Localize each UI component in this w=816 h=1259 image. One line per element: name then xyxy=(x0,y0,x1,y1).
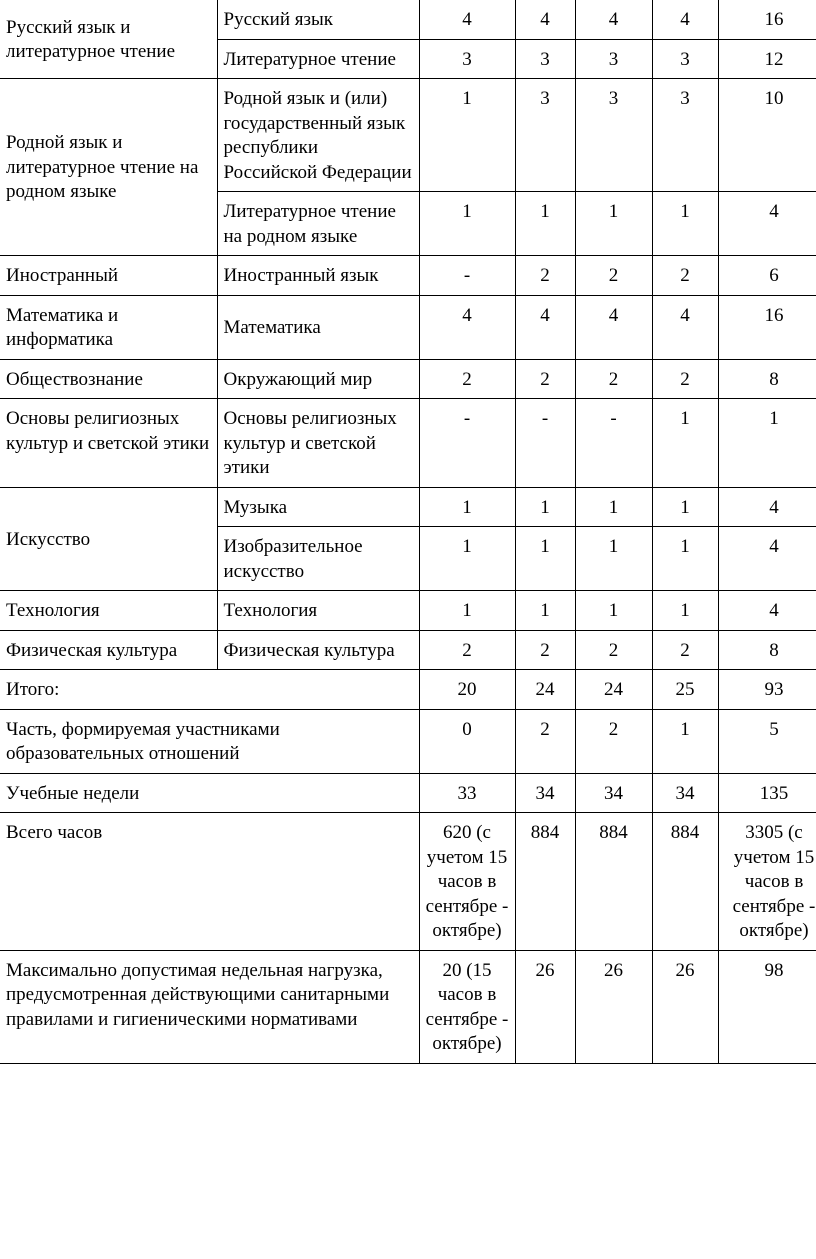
summary-label: Учебные недели xyxy=(0,773,419,813)
subject-cell: Литературное чтение на родном языке xyxy=(217,192,419,256)
summary-label: Всего часов xyxy=(0,813,419,951)
grade-1-cell: 4 xyxy=(419,295,515,359)
area-cell: Физическая культура xyxy=(0,630,217,670)
subject-cell: Технология xyxy=(217,591,419,631)
grade-4-cell: 1 xyxy=(652,709,718,773)
grade-2-cell: 2 xyxy=(515,359,575,399)
grade-1-cell: 1 xyxy=(419,527,515,591)
grade-2-cell: 4 xyxy=(515,295,575,359)
total-cell: 4 xyxy=(718,487,816,527)
table-row xyxy=(0,0,816,39)
total-cell: 12 xyxy=(718,39,816,79)
grade-3-cell: 1 xyxy=(575,527,652,591)
grade-3-cell: 1 xyxy=(575,591,652,631)
grade-2-cell: 2 xyxy=(515,630,575,670)
summary-label: Итого: xyxy=(0,670,419,710)
subject-cell: Литературное чтение xyxy=(217,39,419,79)
grade-3-cell: 4 xyxy=(575,295,652,359)
area-cell: Родной язык и литературное чтение на родном языке xyxy=(0,79,217,256)
grade-1-cell: 620 (с учетом 15 часов в сентябре - октябре) xyxy=(419,813,515,951)
grade-2-cell: 1 xyxy=(515,527,575,591)
grade-3-cell: 26 xyxy=(575,950,652,1063)
grade-4-cell: 1 xyxy=(652,487,718,527)
grade-3-cell: 2 xyxy=(575,709,652,773)
grade-4-cell: 1 xyxy=(652,192,718,256)
grade-3-cell: 34 xyxy=(575,773,652,813)
total-cell: 3305 (с учетом 15 часов в сентябре - октябре) xyxy=(718,813,816,951)
table-row xyxy=(0,295,816,359)
grade-4-cell: 884 xyxy=(652,813,718,951)
subject-cell: Основы религиозных культур и светской этики xyxy=(217,399,419,488)
area-cell: Иностранный xyxy=(0,256,217,296)
grade-4-cell: 2 xyxy=(652,359,718,399)
total-cell: 5 xyxy=(718,709,816,773)
grade-1-cell: 3 xyxy=(419,39,515,79)
area-cell: Искусство xyxy=(0,487,217,591)
table-row xyxy=(0,487,816,527)
grade-2-cell: 1 xyxy=(515,487,575,527)
area-cell: Русский язык и литературное чтение xyxy=(0,0,217,79)
grade-3-cell: 3 xyxy=(575,39,652,79)
grade-4-cell: 3 xyxy=(652,79,718,192)
total-cell: 98 xyxy=(718,950,816,1063)
grade-4-cell: 34 xyxy=(652,773,718,813)
table-row xyxy=(0,630,816,670)
subject-cell: Музыка xyxy=(217,487,419,527)
summary-row-part xyxy=(0,709,816,773)
grade-1-cell: 1 xyxy=(419,192,515,256)
total-cell: 8 xyxy=(718,359,816,399)
grade-2-cell: 24 xyxy=(515,670,575,710)
total-cell: 16 xyxy=(718,295,816,359)
summary-label: Максимально допустимая недельная нагрузка, предусмотренная действующими санитарными правилами и гигиеническими нормативами xyxy=(0,950,419,1063)
grade-1-cell: 33 xyxy=(419,773,515,813)
grade-3-cell: 3 xyxy=(575,79,652,192)
total-cell: 16 xyxy=(718,0,816,39)
summary-row-maxload xyxy=(0,950,816,1063)
total-cell: 93 xyxy=(718,670,816,710)
total-cell: 4 xyxy=(718,527,816,591)
grade-3-cell: 1 xyxy=(575,192,652,256)
grade-4-cell: 1 xyxy=(652,527,718,591)
total-cell: 4 xyxy=(718,192,816,256)
grade-1-cell: 1 xyxy=(419,591,515,631)
grade-4-cell: 1 xyxy=(652,399,718,488)
total-cell: 1 xyxy=(718,399,816,488)
summary-row-weeks xyxy=(0,773,816,813)
grade-3-cell: 2 xyxy=(575,256,652,296)
grade-2-cell: 34 xyxy=(515,773,575,813)
summary-row-hours xyxy=(0,813,816,951)
grade-1-cell: 2 xyxy=(419,359,515,399)
area-cell: Обществознание xyxy=(0,359,217,399)
grade-3-cell: 2 xyxy=(575,359,652,399)
grade-3-cell: 2 xyxy=(575,630,652,670)
grade-4-cell: 2 xyxy=(652,256,718,296)
subject-cell: Родной язык и (или) государственный язык республики Российской Федерации xyxy=(217,79,419,192)
grade-1-cell: 0 xyxy=(419,709,515,773)
grade-1-cell: 20 (15 часов в сентябре - октябре) xyxy=(419,950,515,1063)
grade-1-cell: 1 xyxy=(419,79,515,192)
subject-cell: Иностранный язык xyxy=(217,256,419,296)
table-row xyxy=(0,399,816,488)
area-cell: Технология xyxy=(0,591,217,631)
grade-3-cell: 24 xyxy=(575,670,652,710)
total-cell: 135 xyxy=(718,773,816,813)
grade-2-cell: - xyxy=(515,399,575,488)
grade-2-cell: 1 xyxy=(515,192,575,256)
grade-4-cell: 1 xyxy=(652,591,718,631)
grade-1-cell: - xyxy=(419,256,515,296)
grade-3-cell: - xyxy=(575,399,652,488)
grade-4-cell: 3 xyxy=(652,39,718,79)
grade-1-cell: 20 xyxy=(419,670,515,710)
grade-3-cell: 1 xyxy=(575,487,652,527)
grade-4-cell: 4 xyxy=(652,0,718,39)
grade-2-cell: 4 xyxy=(515,0,575,39)
grade-2-cell: 1 xyxy=(515,591,575,631)
grade-4-cell: 25 xyxy=(652,670,718,710)
total-cell: 6 xyxy=(718,256,816,296)
grade-2-cell: 2 xyxy=(515,709,575,773)
summary-row-itogo xyxy=(0,670,816,710)
area-cell: Математика и информатика xyxy=(0,295,217,359)
subject-cell: Русский язык xyxy=(217,0,419,39)
grade-2-cell: 3 xyxy=(515,39,575,79)
grade-4-cell: 26 xyxy=(652,950,718,1063)
grade-2-cell: 884 xyxy=(515,813,575,951)
grade-2-cell: 2 xyxy=(515,256,575,296)
grade-2-cell: 26 xyxy=(515,950,575,1063)
grade-1-cell: 4 xyxy=(419,0,515,39)
subject-cell: Математика xyxy=(217,295,419,359)
total-cell: 4 xyxy=(718,591,816,631)
grade-4-cell: 2 xyxy=(652,630,718,670)
total-cell: 8 xyxy=(718,630,816,670)
grade-1-cell: 2 xyxy=(419,630,515,670)
total-cell: 10 xyxy=(718,79,816,192)
table-row xyxy=(0,591,816,631)
table-row xyxy=(0,79,816,192)
grade-4-cell: 4 xyxy=(652,295,718,359)
area-cell: Основы религиозных культур и светской этики xyxy=(0,399,217,488)
subject-cell: Физическая культура xyxy=(217,630,419,670)
subject-cell: Изобразительное искусство xyxy=(217,527,419,591)
grade-3-cell: 4 xyxy=(575,0,652,39)
grade-3-cell: 884 xyxy=(575,813,652,951)
grade-2-cell: 3 xyxy=(515,79,575,192)
summary-label: Часть, формируемая участниками образовательных отношений xyxy=(0,709,419,773)
table-row xyxy=(0,256,816,296)
table-row xyxy=(0,359,816,399)
grade-1-cell: 1 xyxy=(419,487,515,527)
grade-1-cell: - xyxy=(419,399,515,488)
subject-cell: Окружающий мир xyxy=(217,359,419,399)
